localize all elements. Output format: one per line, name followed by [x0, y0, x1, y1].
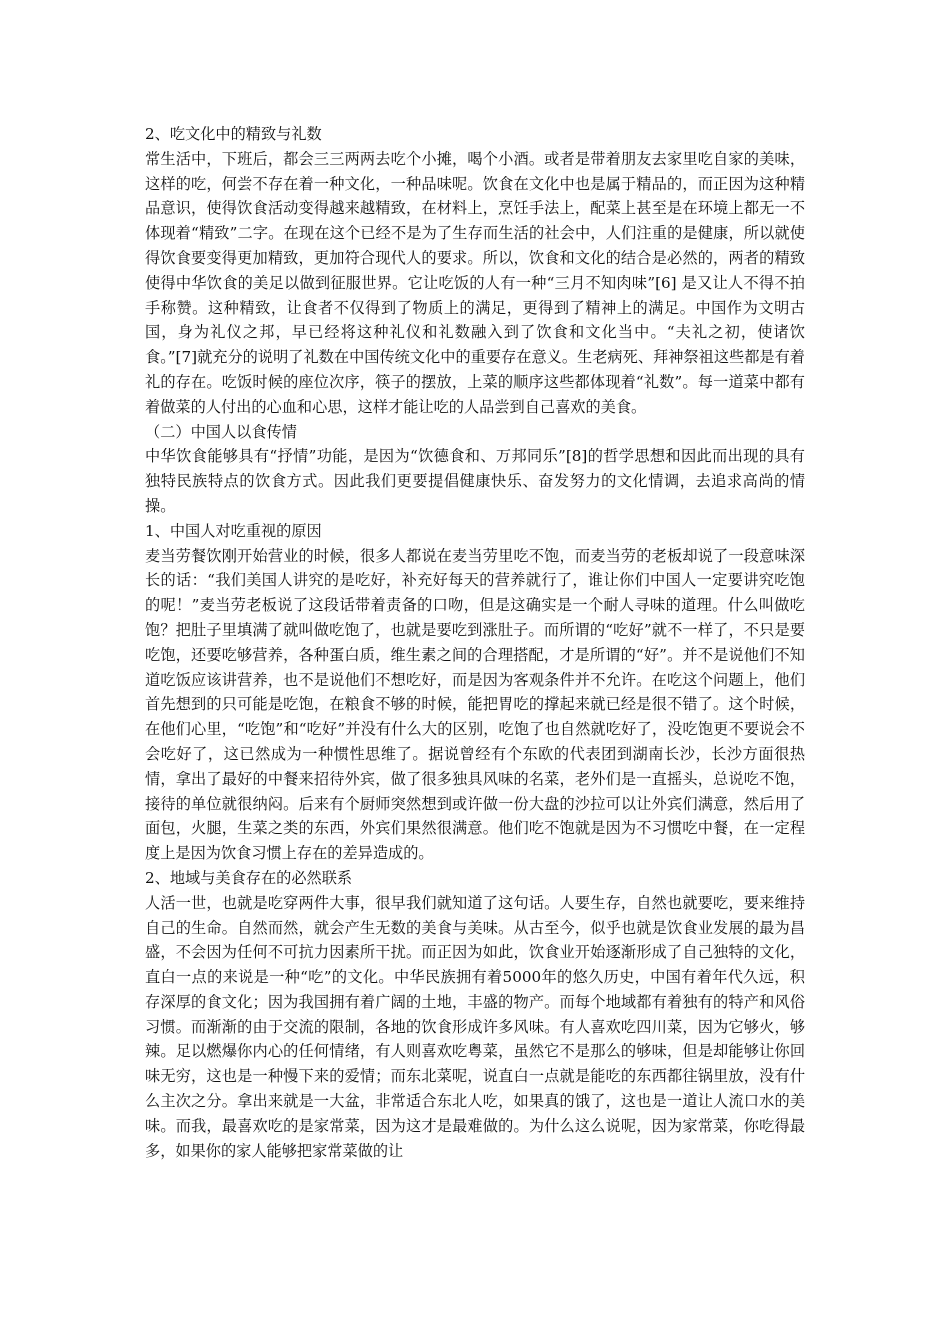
paragraph-region-cuisine: 人活一世，也就是吃穿两件大事，很早我们就知道了这句话。人要生存，自然也就要吃，要来维持自己的生命。自然而然，就会产生无数的美食与美味。从古至今，似乎也就是饮食业发展的最为昌盛，不会因为任何不可抗力因素所干扰。而正因为如此，饮食业开始逐渐形成了自己独特的文化，直白一点的来说是一种“吃”的文化。中华民族拥有着5000年的悠久历史，中国有着年代久远，积存深厚的食文化；因为我国拥有着广阔的土地，丰盛的物产。而每个地域都有着独有的特产和风俗习惯。而渐渐的由于交流的限制，各地的饮食形成许多风味。有人喜欢吃四川菜，因为它够火，够辣。足以燃爆你内心的任何情绪，有人则喜欢吃粤菜，虽然它不是那么的够味，但是却能够让你回味无穷，这也是一种慢下来的爱情；而东北菜呢，说直白一点就是能吃的东西都往锅里放，没有什么主次之分。拿出来就是一大盆，非常适合东北人吃，如果真的饿了，这也是一道让人流口水的美味。而我，最喜欢吃的是家常菜，因为这才是最难做的。为什么这么说呢，因为家常菜，你吃得最多，如果你的家人能够把家常菜做的让: [145, 893, 805, 1160]
paragraph-food-conveys-emotion: 中华饮食能够具有“抒情”功能，是因为“饮德食和、万邦同乐”[8]的哲学思想和因此而出现的具有独特民族特点的饮食方式。因此我们更要提倡健康快乐、奋发努力的文化情调，去追求高尚的情操。: [145, 447, 805, 515]
section-heading-food-conveys-emotion: （二）中国人以食传情: [145, 422, 297, 441]
paragraph-reasons-value-eating: 麦当劳餐饮刚开始营业的时候，很多人都说在麦当劳里吃不饱，而麦当劳的老板却说了一段意味深长的话：“我们美国人讲究的是吃好，补充好每天的营养就行了，谁让你们中国人一定要讲究吃饱的呢！”麦当劳老板说了这段话带着责备的口吻，但是这确实是一个耐人寻味的道理。什么叫做吃饱？把肚子里填满了就叫做吃饱了，也就是要吃到涨肚子。而所谓的“吃好”就不一样了，不只是要吃饱，还要吃够营养，各种蛋白质，维生素之间的合理搭配，才是所谓的“好”。并不是说他们不知道吃饭应该讲营养，也不是说他们不想吃好，而是因为客观条件并不允许。在吃这个问题上，他们首先想到的只可能是吃饱，在粮食不够的时候，能把胃吃的撑起来就已经是很不错了。这个时候，在他们心里，“吃饱”和“吃好”并没有什么大的区别，吃饱了也自然就吃好了，没吃饱更不要说会不会吃好了，这已然成为一种惯性思维了。据说曾经有个东欧的代表团到湖南长沙，长沙方面很热情，拿出了最好的中餐来招待外宾，做了很多独具风味的名菜，老外们是一直摇头，总说吃不饱，接待的单位就很纳闷。后来有个厨师突然想到或许做一份大盘的沙拉可以让外宾们满意，然后用了面包，火腿，生菜之类的东西，外宾们果然很满意。他们吃不饱就是因为不习惯吃中餐，在一定程度上是因为饮食习惯上存在的差异造成的。: [145, 546, 805, 863]
section-heading-region-cuisine: 2、地域与美食存在的必然联系: [145, 868, 353, 887]
section-heading-reasons-value-eating: 1、中国人对吃重视的原因: [145, 521, 322, 540]
document-page: [145, 122, 805, 1163]
paragraph-refinement-etiquette: 常生活中，下班后，都会三三两两去吃个小摊，喝个小酒。或者是带着朋友去家里吃自家的美味，这样的吃，何尝不存在着一种文化，一种品味呢。饮食在文化中也是属于精品的，而正因为这种精品意识，使得饮食活动变得越来越精致，在材料上，烹饪手法上，配菜上甚至是在环境上都无一不体现着“精致”二字。在现在这个已经不是为了生存而生活的社会中，人们注重的是健康，所以就使得饮食要变得更加精致，更加符合现代人的要求。所以，饮食和文化的结合是必然的，两者的精致使得中华饮食的美足以做到征服世界。它让吃饭的人有一种“三月不知肉味”[6] 是又让人不得不拍手称赞。这种精致，让食者不仅得到了物质上的满足，更得到了精神上的满足。中国作为文明古国，身为礼仪之邦，早已经将这种礼仪和礼数融入到了饮食和文化当中。“夫礼之初，使诸饮食。”[7]就充分的说明了礼数在中国传统文化中的重要存在意义。生老病死、拜神祭祖这些都是有着礼的存在。吃饭时候的座位次序，筷子的摆放，上菜的顺序这些都体现着“礼数”。每一道菜中都有着做菜的人付出的心血和心思，这样才能让吃的人品尝到自己喜欢的美食。: [145, 149, 805, 416]
section-heading-refinement-etiquette: 2、吃文化中的精致与礼数: [145, 125, 322, 143]
